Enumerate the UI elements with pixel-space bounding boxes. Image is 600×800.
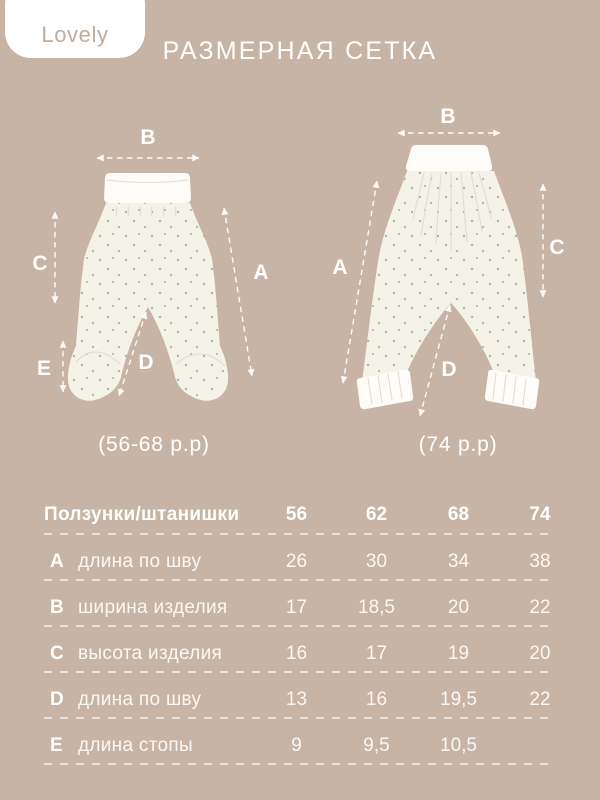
row-value: 9 — [291, 734, 302, 756]
row-value — [500, 737, 580, 746]
row-value: 34 — [447, 550, 470, 572]
row-value: 18,5 — [358, 596, 395, 618]
measure-label-d-right: D — [441, 358, 457, 381]
row-value: 10,5 — [440, 734, 477, 756]
row-description: длина по шву — [78, 550, 202, 572]
row-description: длина по шву — [78, 688, 202, 710]
table-row — [44, 581, 580, 625]
row-value: 19,5 — [440, 688, 477, 710]
measure-label-c-left: C — [32, 252, 48, 275]
table-row — [44, 673, 580, 717]
row-value: 26 — [285, 550, 308, 572]
row-value: 16 — [285, 642, 308, 664]
row-letter: B — [50, 596, 64, 618]
measure-label-e-left: E — [36, 357, 52, 380]
row-value: 13 — [285, 688, 308, 710]
caption-right-sizes: (74 р.р) — [418, 433, 498, 456]
row-letter: C — [50, 642, 64, 664]
measure-label-a-left: A — [253, 261, 269, 284]
measure-label-c-right: C — [549, 236, 565, 259]
row-value: 30 — [365, 550, 388, 572]
row-value: 38 — [529, 550, 551, 572]
row-value: 17 — [285, 596, 308, 618]
table-title: Ползунки/штанишки — [44, 503, 240, 525]
table-row — [44, 535, 580, 579]
row-value: 16 — [365, 688, 388, 710]
row-letter: D — [50, 688, 64, 710]
brand-name: Lovely — [41, 22, 109, 47]
row-separator — [44, 763, 549, 765]
table-row — [44, 627, 580, 671]
page-title: РАЗМЕРНАЯ СЕТКА — [162, 37, 438, 65]
size-table — [44, 496, 580, 765]
row-letter: A — [50, 550, 64, 572]
row-description: ширина изделия — [78, 596, 228, 618]
row-value: 20 — [447, 596, 470, 618]
row-value: 22 — [529, 688, 551, 710]
row-value: 9,5 — [363, 734, 390, 756]
row-description: длина стопы — [78, 734, 193, 756]
row-letter: E — [50, 734, 63, 756]
size-column-header: 62 — [365, 503, 388, 525]
size-column-header: 74 — [529, 503, 551, 525]
measure-label-b-left: B — [140, 126, 156, 149]
row-description: высота изделия — [78, 642, 223, 664]
measure-label-b-right: B — [440, 105, 456, 128]
size-column-header: 68 — [447, 503, 470, 525]
table-row — [44, 719, 580, 763]
row-value: 22 — [529, 596, 551, 618]
row-value: 19 — [447, 642, 470, 664]
size-column-header: 56 — [285, 503, 308, 525]
measure-label-a-right: A — [332, 256, 348, 279]
table-header-row — [44, 496, 580, 533]
caption-left-sizes: (56-68 р.р) — [98, 433, 210, 456]
row-value: 17 — [365, 642, 388, 664]
arrow-a-left — [224, 208, 252, 376]
row-value: 20 — [529, 642, 551, 664]
measure-label-d-left: D — [138, 351, 154, 374]
